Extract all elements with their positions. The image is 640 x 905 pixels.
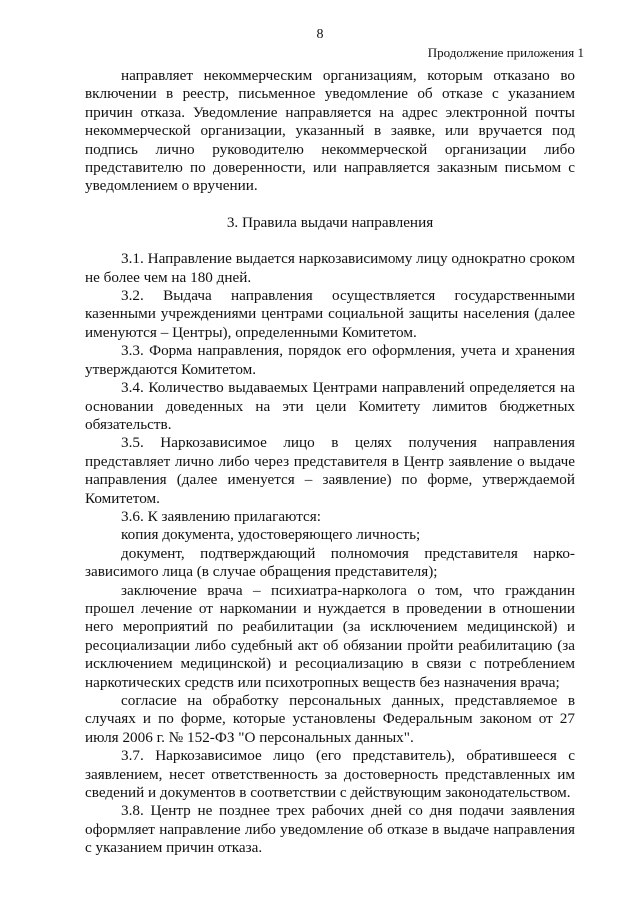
document-body <box>85 67 575 858</box>
appendix-note: Продолжение приложения 1 <box>427 45 584 60</box>
paragraph-3-1: 3.1. Направление выдается наркозависимому лицу однократно сроком не более чем на 180 дней. <box>85 250 575 286</box>
list-item-doctor-conclusion: заключение врача – психиатра-нарколога о том, что гражданин прошел лечение от наркомании и нуждается в проведении в отношении него мероприятий по реабилитации (за исключением медицинской) и ресоциализации либо судебный акт об обязании пройти реабилитацию (за исключением медицинской) и ресоциализацию в связи с потреблением наркотических средств или психотропных веществ без назначения врача; <box>85 581 575 691</box>
list-item-authority-doc: документ, подтверждающий полномочия представителя нарко-зависимого лица (в случае обращения представителя); <box>85 544 575 581</box>
page-number: 8 <box>316 27 324 42</box>
paragraph-3-2: 3.2. Выдача направления осуществляется государственными казенными учреждениями центрами социальной защиты населения (далее именуются – Центры), определенными Комитетом. <box>85 287 575 341</box>
paragraph-3-6: 3.6. К заявлению прилагаются: <box>121 507 321 525</box>
list-item-data-consent: согласие на обработку персональных данных, представляемое в случаях и по форме, которые установлены Федеральным законом от 27 июля 2006 г. № 152-ФЗ "О персональных данных". <box>85 692 575 746</box>
paragraph-3-8: 3.8. Центр не позднее трех рабочих дней со дня подачи заявления оформляет направление либо уведомление об отказе в выдаче направления с указанием причин отказа. <box>85 802 575 857</box>
paragraph-3-5: 3.5. Наркозависимое лицо в целях получения направления представляет лично либо через представителя в Центр заявление о выдаче направления (далее именуется – заявление) по форме, утверждаемой Комитетом. <box>85 434 575 507</box>
list-item-identity-doc: копия документа, удостоверяющего личность; <box>121 526 421 544</box>
section-title: 3. Правила выдачи направления <box>226 213 434 231</box>
paragraph-3-4: 3.4. Количество выдаваемых Центрами направлений определяется на основании доведенных на эти цели Комитету лимитов бюджетных обязательств. <box>85 379 575 433</box>
intro-paragraph: направляет некоммерческим организациям, которым отказано во включении в реестр, письменное уведомление об отказе с указанием причин отказа. Уведомление направляется на адрес электронной почты некоммерческой организации, указанный в заявке, или вручается под подпись лично руководителю некоммерческой организации либо представителю по доверенности, или направляется заказным письмом с уведомлением о вручении. <box>85 67 575 195</box>
paragraph-3-3: 3.3. Форма направления, порядок его оформления, учета и хранения утверждаются Комитетом. <box>85 342 575 378</box>
paragraph-3-7: 3.7. Наркозависимое лицо (его представитель), обратившееся с заявлением, несет ответственность за достоверность представленных им сведений и документов в соответствии с действующим законодательством. <box>85 747 575 802</box>
